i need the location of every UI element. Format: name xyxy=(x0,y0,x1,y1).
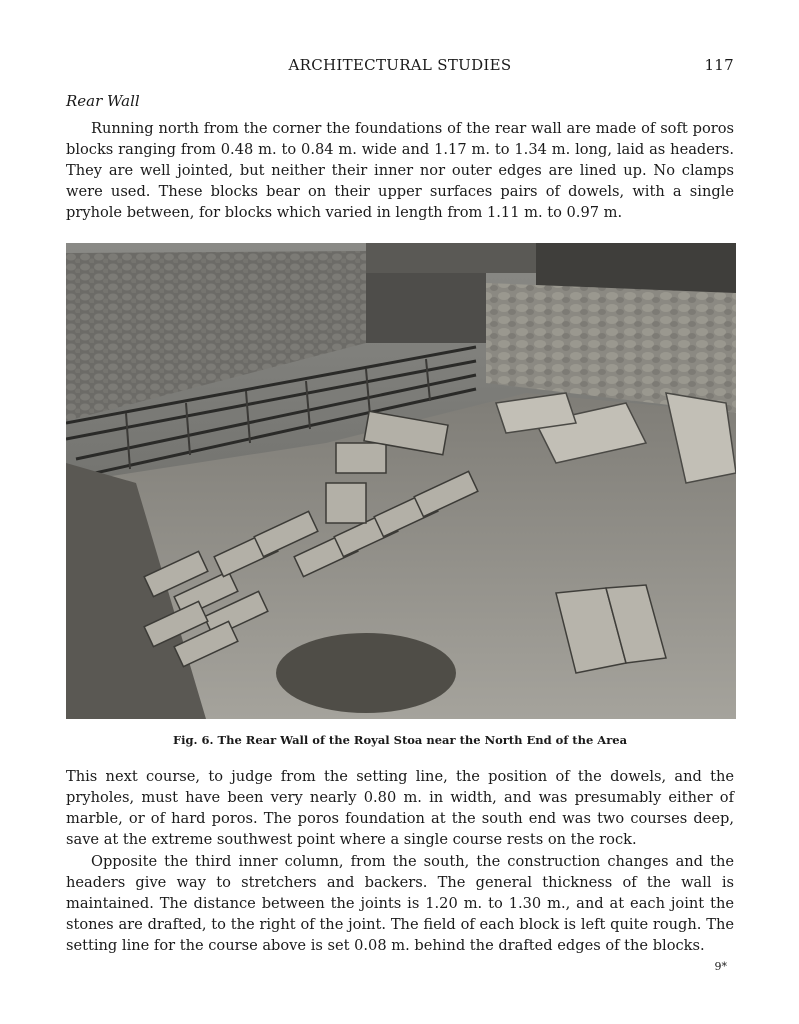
signature-mark: 9* xyxy=(714,960,727,973)
paragraph-next-course: This next course, to judge from the setting line, the position of the dowels, and the pryholes, must have been very nearly 0.80 m. in width, and was presumably either of marble, or of hard poros. The poros foundation at the south end was two courses deep, save at the extreme southwest point where a single course rests on the rock. xyxy=(66,768,734,849)
paragraph-construction-change: Opposite the third inner column, from the south, the construction changes and the headers give way to stretchers and backers. The general thickness of the wall is maintained. The distance between the joints is 1.20 m. to 1.30 m., and at each joint the stones are drafted, to the right of the joint. The field of each block is left quite rough. The setting line for the course above is set 0.08 m. behind the drafted edges of the blocks. xyxy=(66,853,734,955)
figure-photograph xyxy=(66,243,736,719)
page-number: 117 xyxy=(704,56,734,74)
excavation-photo xyxy=(66,243,736,719)
running-head xyxy=(66,56,734,78)
figure-caption: Fig. 6. The Rear Wall of the Royal Stoa near the North End of the Area xyxy=(172,733,628,747)
section-heading: Rear Wall xyxy=(66,92,140,110)
running-head-title: ARCHITECTURAL STUDIES xyxy=(288,56,512,74)
paragraph-rear-wall: Running north from the corner the foundations of the rear wall are made of soft poros blocks ranging from 0.48 m. to 0.84 m. wide and 1.17 m. to 1.34 m. long, laid as headers. They are well jointed, but neither their inner nor outer edges are lined up. No clamps were used. These blocks bear on their upper surfaces pairs of dowels, with a single pryhole between, for blocks which varied in length from 1.11 m. to 0.97 m. xyxy=(66,120,734,222)
